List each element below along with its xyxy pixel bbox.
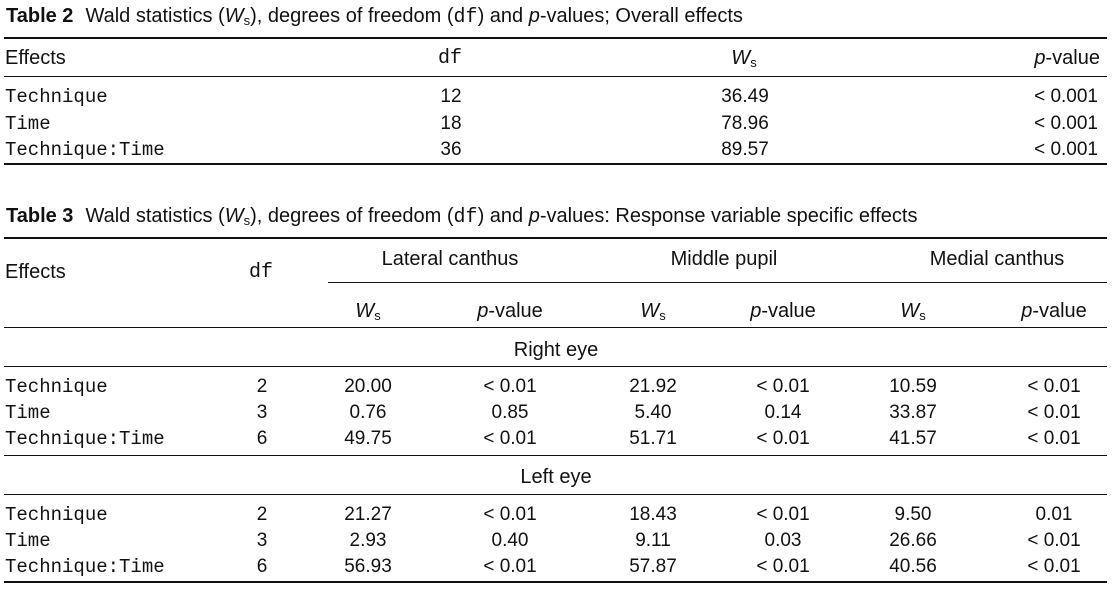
table3-s2-technique-middle-ws: 18.43 (629, 504, 677, 525)
table2-row1-p: < 0.001 (1034, 86, 1098, 107)
table3-s2-technique-middle-p: < 0.01 (756, 504, 810, 525)
table3-header-effects: Effects (5, 261, 66, 283)
table3-s2-technique-time-medial-p: < 0.01 (1027, 556, 1081, 577)
table3-section-left-eye: Left eye (520, 466, 592, 488)
table2-top-rule (4, 37, 1107, 39)
table3-s2-technique-lateral-p: < 0.01 (483, 504, 537, 525)
table3-s2-time-df: 3 (256, 530, 268, 551)
table2-header-df: df (437, 47, 463, 70)
table3-s1-time-medial-p: < 0.01 (1027, 402, 1081, 423)
table3-s2-technique-time-middle-ws: 57.87 (629, 556, 677, 577)
table3-s2-technique-time-medial-ws: 40.56 (889, 556, 937, 577)
table3-s2-technique-time-middle-p: < 0.01 (756, 556, 810, 577)
table3-s2-technique-df: 2 (256, 504, 268, 525)
table3-s1-time-medial-ws: 33.87 (889, 402, 937, 423)
table3-top-rule (4, 237, 1107, 239)
table3-s1-technique-lateral-p: < 0.01 (483, 376, 537, 397)
table3-section-divider (4, 455, 1107, 456)
table2-label: Table 2 (6, 5, 74, 27)
table3-s2-time-medial-p: < 0.01 (1027, 530, 1081, 551)
table2-row2-p: < 0.001 (1034, 113, 1098, 134)
table3-s1-technique-time-lateral-ws: 49.75 (344, 428, 392, 449)
table3-caption: Table 3 Wald statistics $(W_s)$, degrees of freedom (df) and p-values: Response variable specific effects (6, 205, 918, 229)
table3-s1-time-lateral-p: 0.85 (491, 402, 529, 423)
table2-row2-df: 18 (440, 113, 462, 134)
table3-s1-technique-time-effect: Technique:Time (5, 428, 165, 450)
table2-row1-df: 12 (440, 86, 462, 107)
table3-s1-time-df: 3 (256, 402, 268, 423)
table3-header-df: df (248, 261, 274, 284)
table3-s2-technique-medial-ws: 9.50 (894, 504, 932, 525)
table2-caption: Table 2 Wald statistics $(W_s)$, degrees of freedom (df) and p-values; Overall effects (6, 5, 743, 29)
table3-s1-technique-middle-ws: 21.92 (629, 376, 677, 397)
table2-header-ws: $W_s$ (731, 47, 757, 70)
table3-s1-technique-medial-p: < 0.01 (1027, 376, 1081, 397)
table3-s2-technique-time-lateral-p: < 0.01 (483, 556, 537, 577)
table3-s2-time-medial-ws: 26.66 (889, 530, 937, 551)
table2-row1-ws: 36.49 (721, 86, 769, 107)
table3-group-medial-canthus: Medial canthus (929, 248, 1065, 270)
table2-bottom-rule (4, 163, 1107, 165)
table3-s1-time-middle-p: 0.14 (764, 402, 802, 423)
table3-s2-time-effect: Time (5, 530, 51, 552)
table3-s2-technique-medial-p: 0.01 (1035, 504, 1073, 525)
table3-s1-technique-time-df: 6 (256, 428, 268, 449)
table3-s2-time-middle-p: 0.03 (764, 530, 802, 551)
table2-row3-ws: 89.57 (721, 139, 769, 160)
table3-s2-technique-effect: Technique (5, 504, 108, 526)
table3-s1-time-middle-ws: 5.40 (634, 402, 672, 423)
table2-header-rule (4, 76, 1107, 77)
table3-s1-technique-time-medial-p: < 0.01 (1027, 428, 1081, 449)
table3-header-p-1: p-value (477, 300, 543, 322)
table2-row3-p: < 0.001 (1034, 139, 1098, 160)
table3-group-middle-pupil: Middle pupil (670, 248, 778, 270)
table2-row2-ws: 78.96 (721, 113, 769, 134)
table3-group-rule (328, 282, 1107, 283)
table3-s1-technique-df: 2 (256, 376, 268, 397)
table3-header-ws-1: $W_s$ (355, 300, 381, 323)
table3-s1-technique-time-middle-p: < 0.01 (756, 428, 810, 449)
table3-bottom-rule (4, 581, 1107, 583)
table3-s1-time-effect: Time (5, 402, 51, 424)
table3-s1-technique-lateral-ws: 20.00 (344, 376, 392, 397)
table3-s1-technique-middle-p: < 0.01 (756, 376, 810, 397)
table3-s1-technique-time-lateral-p: < 0.01 (483, 428, 537, 449)
table2-row1-effect: Technique (5, 86, 108, 108)
table3-label: Table 3 (6, 205, 74, 227)
table3-s2-technique-time-effect: Technique:Time (5, 556, 165, 578)
table3-group-lateral-canthus: Lateral canthus (381, 248, 519, 270)
table3-section-left-rule (4, 494, 1107, 495)
table3-s2-time-middle-ws: 9.11 (635, 530, 671, 551)
table2-header-effects: Effects (5, 47, 66, 69)
table3-s1-technique-time-medial-ws: 41.57 (889, 428, 937, 449)
table3-s1-technique-effect: Technique (5, 376, 108, 398)
table3-header-p-3: p-value (1021, 300, 1087, 322)
table3-section-right-rule (4, 366, 1107, 367)
table3-s2-technique-time-lateral-ws: 56.93 (344, 556, 392, 577)
table3-section-right-eye: Right eye (513, 339, 599, 361)
table3-s1-technique-time-middle-ws: 51.71 (629, 428, 677, 449)
table3-s1-time-lateral-ws: 0.76 (349, 402, 387, 423)
table3-s2-technique-time-df: 6 (256, 556, 268, 577)
table3-s2-time-lateral-ws: 2.93 (349, 530, 387, 551)
table2-header-pvalue: p-value (1034, 47, 1100, 69)
table3-s2-time-lateral-p: 0.40 (491, 530, 529, 551)
table2-row2-effect: Time (5, 113, 51, 135)
table3-header-rule (4, 327, 1107, 328)
table3-s2-technique-lateral-ws: 21.27 (344, 504, 392, 525)
table2-row3-effect: Technique:Time (5, 139, 165, 161)
table3-header-p-2: p-value (750, 300, 816, 322)
table3-s1-technique-medial-ws: 10.59 (889, 376, 937, 397)
table3-header-ws-2: $W_s$ (640, 300, 666, 323)
table3-header-ws-3: $W_s$ (900, 300, 926, 323)
table2-row3-df: 36 (440, 139, 462, 160)
